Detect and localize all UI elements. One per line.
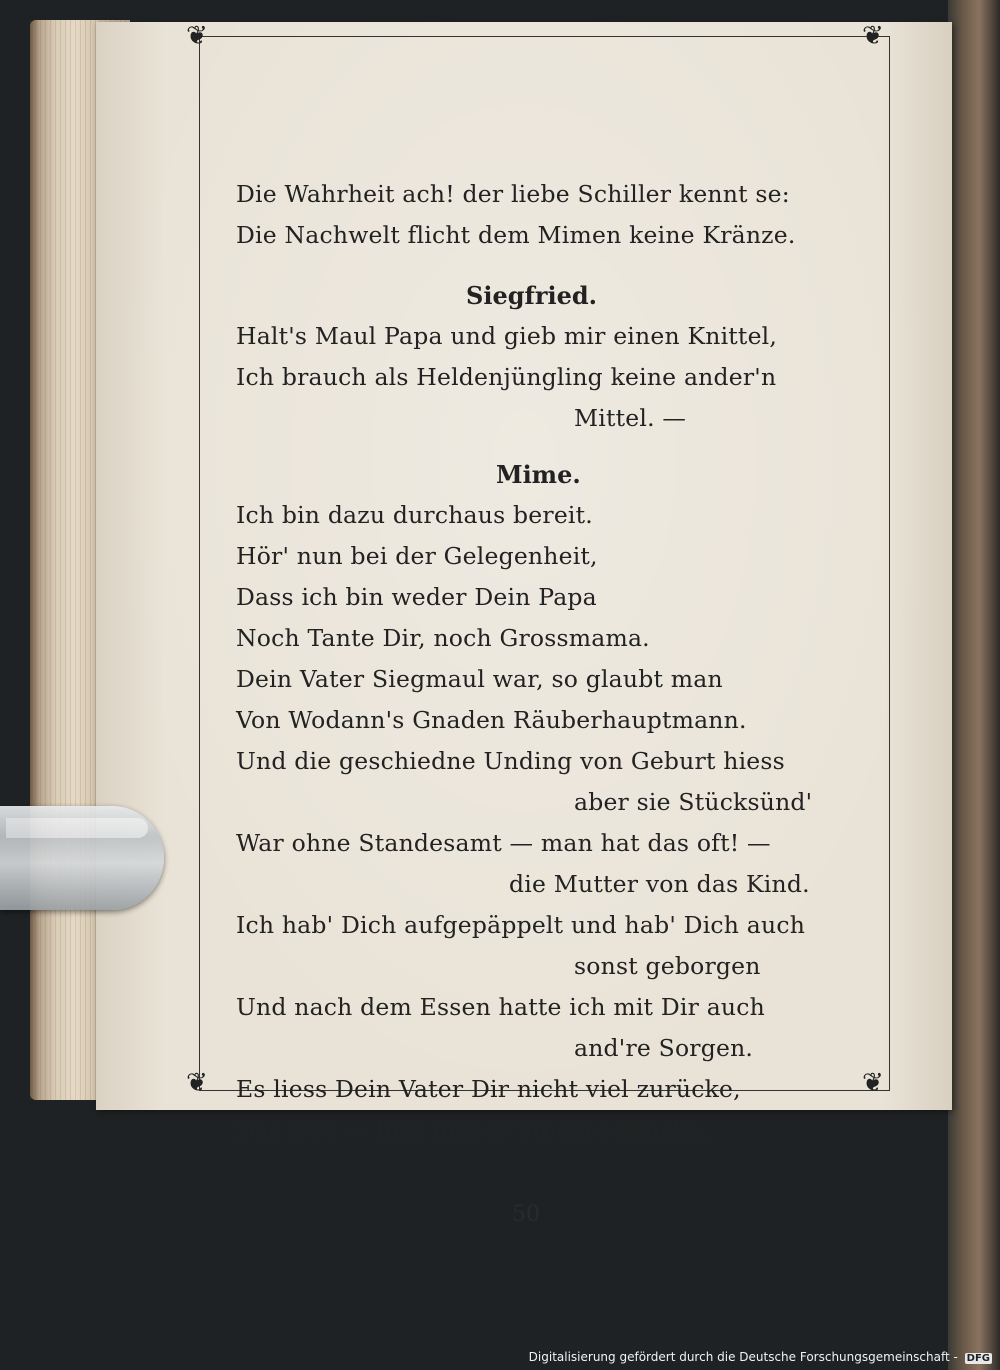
adjacent-page-edge bbox=[948, 0, 1000, 1370]
text-line: Die Nachwelt flicht dem Mimen keine Kränze. bbox=[236, 221, 796, 249]
speaker-name: Mime. bbox=[496, 460, 581, 489]
text-line: Das ist's — hier dieses Stockes Stücke. bbox=[236, 1116, 710, 1144]
text-line: Hör' nun bei der Gelegenheit, bbox=[236, 542, 598, 570]
fleuron-icon: ❦ bbox=[862, 21, 884, 51]
credit-text: Digitalisierung gefördert durch die Deutsche Forschungsgemeinschaft - bbox=[528, 1350, 958, 1364]
text-line: Ich bin dazu durchaus bereit. bbox=[236, 501, 593, 529]
fleuron-icon: ❦ bbox=[186, 1068, 208, 1098]
text-line: die Mutter von das Kind. bbox=[509, 870, 810, 898]
text-line: Die Wahrheit ach! der liebe Schiller kennt se: bbox=[236, 180, 790, 208]
book-page bbox=[96, 21, 952, 1227]
text-line: Ich brauch als Heldenjüngling keine ander'n bbox=[236, 363, 777, 391]
text-line: Von Wodann's Gnaden Räuberhauptmann. bbox=[236, 706, 747, 734]
fleuron-icon: ❦ bbox=[862, 1068, 884, 1098]
page-number: 50 bbox=[512, 1202, 540, 1227]
text-line: Noch Tante Dir, noch Grossmama. bbox=[236, 624, 650, 652]
text-line: Und die geschiedne Unding von Geburt hiess bbox=[236, 747, 785, 775]
slider-handle-icon[interactable] bbox=[0, 806, 164, 910]
text-line: and're Sorgen. bbox=[574, 1034, 754, 1062]
text-line: Dein Vater Siegmaul war, so glaubt man bbox=[236, 665, 723, 693]
speaker-name: Siegfried. bbox=[466, 281, 597, 310]
text-line: Ich hab' Dich aufgepäppelt und hab' Dich auch bbox=[236, 911, 806, 939]
digitization-credit bbox=[529, 1350, 992, 1364]
dfg-logo: DFG bbox=[966, 1353, 990, 1364]
text-line: sonst geborgen bbox=[574, 952, 761, 980]
text-line: Halt's Maul Papa und gieb mir einen Knittel, bbox=[236, 322, 778, 350]
text-line: Dass ich bin weder Dein Papa bbox=[236, 583, 597, 611]
fleuron-icon: ❦ bbox=[186, 21, 208, 51]
text-line: War ohne Standesamt — man hat das oft! — bbox=[236, 829, 771, 857]
text-line: Und nach dem Essen hatte ich mit Dir auch bbox=[236, 993, 765, 1021]
text-line: Es liess Dein Vater Dir nicht viel zurücke, bbox=[236, 1075, 741, 1103]
text-line: aber sie Stücksünd' bbox=[574, 788, 813, 816]
text-line: Mittel. — bbox=[574, 404, 687, 432]
